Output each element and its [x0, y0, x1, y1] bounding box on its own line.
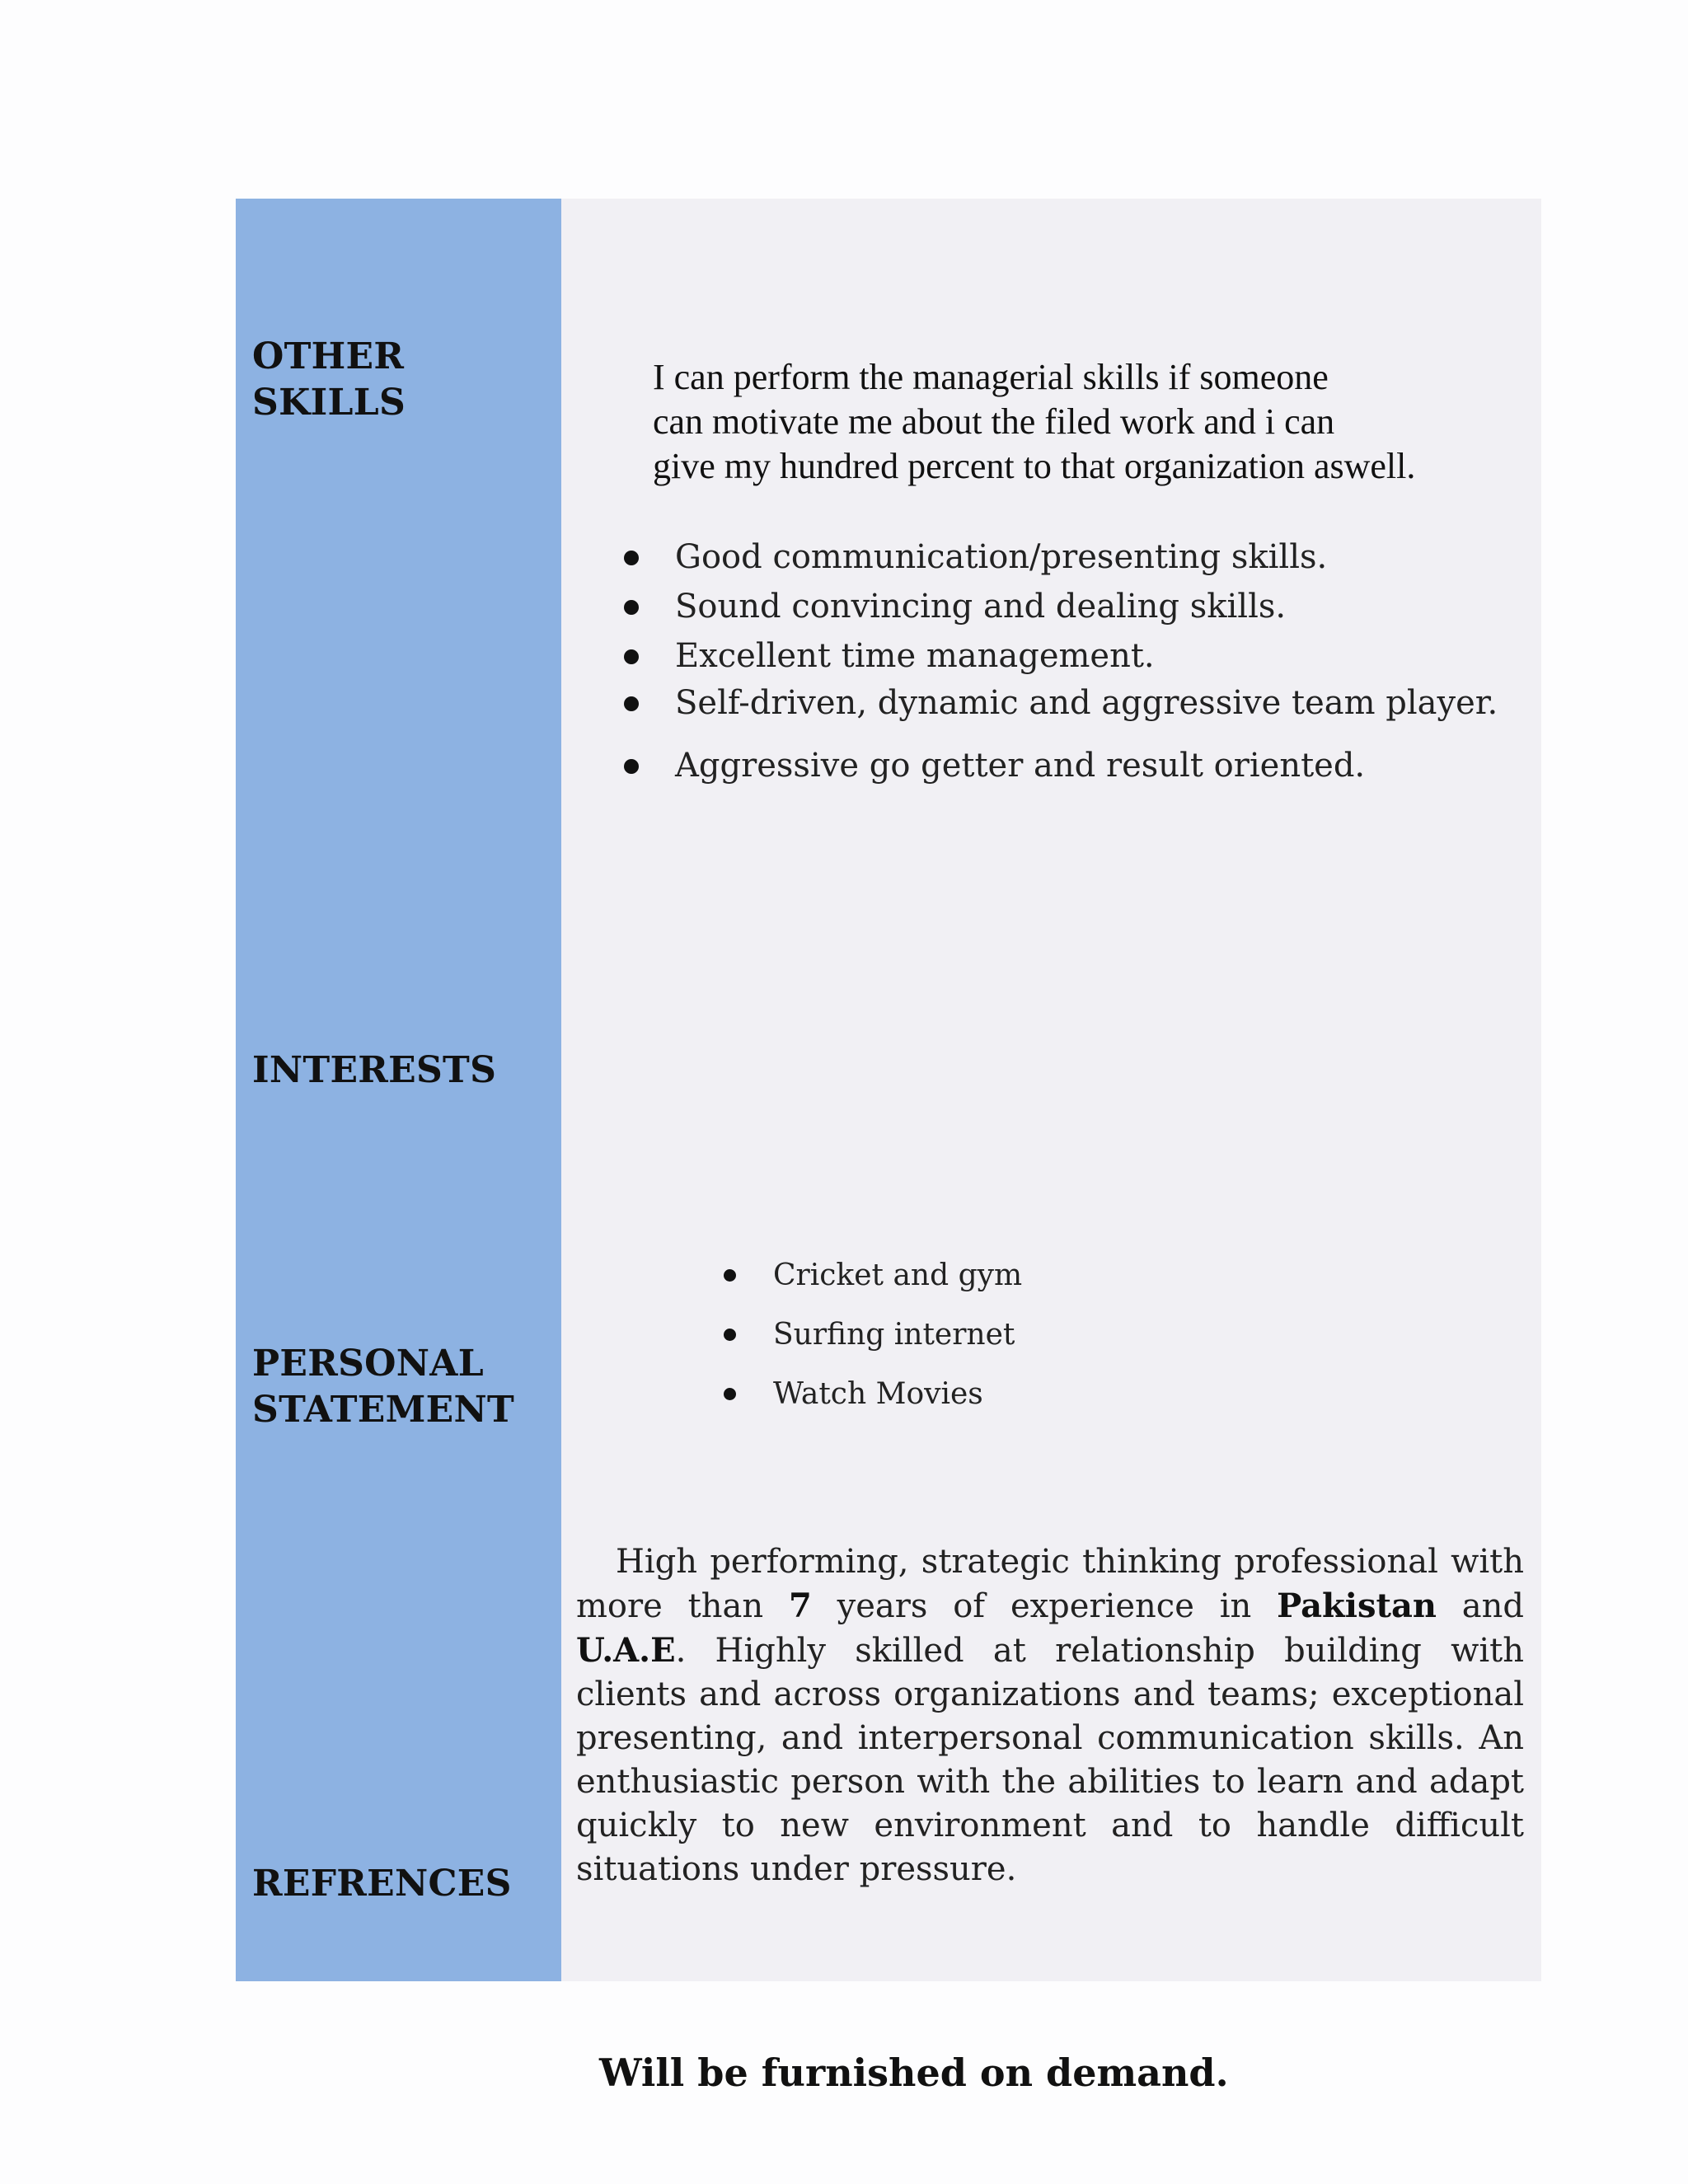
statement-part: . Highly skilled at relationship building with clients and across organizations and teams; exceptional presenting, and interpersonal communication skills. An enthusiastic person with the abilities to learn and adapt quickly to new environment and to handle difficult situations under pressure. [576, 1632, 1524, 1888]
personal-statement-heading-line1: PERSONAL [252, 1343, 484, 1385]
bullet-icon [624, 759, 639, 774]
skill-item-text: Sound convincing and dealing skills. [675, 588, 1287, 626]
sidebar-column [236, 199, 561, 1981]
skills-list [675, 532, 1498, 790]
bullet-icon [724, 1269, 736, 1282]
interest-item [773, 1305, 1022, 1365]
interests-list [773, 1246, 1022, 1424]
skill-item [675, 681, 1498, 726]
skill-item-text: Excellent time management. [675, 637, 1155, 675]
bullet-icon [624, 551, 639, 565]
bullet-icon [624, 600, 639, 615]
other-skills-intro-line: I can perform the managerial skills if someone [653, 357, 1329, 397]
interest-item [773, 1246, 1022, 1305]
skill-item [675, 532, 1498, 582]
bullet-icon [624, 696, 639, 711]
personal-statement-heading [252, 1341, 514, 1433]
skill-item [675, 582, 1498, 631]
other-skills-intro-line: give my hundred percent to that organization aswell. [653, 446, 1416, 486]
interest-item-text: Watch Movies [773, 1377, 983, 1411]
other-skills-intro-line: can motivate me about the filed work and i can [653, 401, 1335, 442]
personal-statement-text [576, 1540, 1524, 1891]
skill-item [675, 631, 1498, 681]
references-text: Will be furnished on demand. [599, 2050, 1229, 2095]
statement-part: High performing, strategic thinking professional with more than [576, 1543, 1524, 1625]
interest-item [773, 1365, 1022, 1424]
personal-statement-heading-line2: STATEMENT [252, 1389, 515, 1431]
interest-item-text: Cricket and gym [773, 1258, 1023, 1292]
bullet-icon [724, 1388, 736, 1400]
skill-item-text: Aggressive go getter and result oriented. [675, 747, 1366, 785]
statement-part: and [1436, 1587, 1524, 1625]
interest-item-text: Surfing internet [773, 1318, 1015, 1352]
statement-years: 7 [788, 1586, 812, 1625]
statement-country-uae: U.A.E [576, 1631, 676, 1670]
skill-item-text: Self-driven, dynamic and aggressive team player. [675, 684, 1498, 722]
references-heading: REFRENCES [252, 1863, 512, 1905]
interests-heading: INTERESTS [252, 1049, 497, 1091]
bullet-icon [724, 1329, 736, 1341]
resume-page [236, 199, 1541, 2095]
skill-item-text: Good communication/presenting skills. [675, 538, 1328, 576]
other-skills-heading: OTHER SKILLS [252, 335, 406, 424]
bullet-icon [624, 649, 639, 664]
statement-part: years of experience in [811, 1587, 1278, 1625]
skill-item [675, 741, 1498, 790]
other-skills-intro [653, 355, 1518, 489]
statement-country-pakistan: Pakistan [1277, 1586, 1437, 1625]
